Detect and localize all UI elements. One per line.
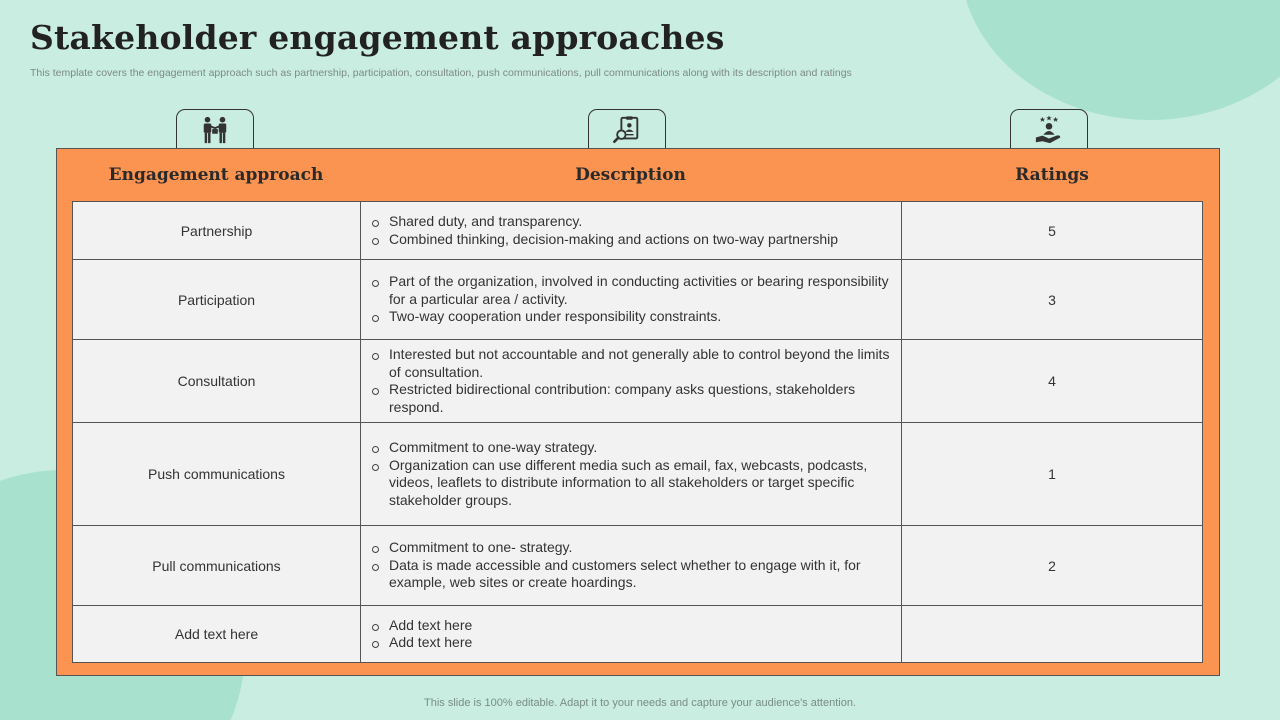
- decorative-blob-top-right: [960, 0, 1280, 120]
- approach-cell: Consultation: [73, 340, 361, 423]
- description-cell: [361, 202, 902, 260]
- approach-column-icon-tab: [176, 109, 254, 149]
- table-row: [73, 606, 1203, 663]
- rating-cell: 1: [902, 423, 1203, 526]
- rating-cell: 2: [902, 526, 1203, 606]
- slide-footer-note: This slide is 100% editable. Adapt it to your needs and capture your audience's attention.: [424, 697, 856, 709]
- handshake-deal-icon: [200, 115, 230, 145]
- slide-title: Stakeholder engagement approaches: [30, 18, 725, 57]
- description-bullet: Organization can use different media such as email, fax, webcasts, podcasts, videos, leaflets to distribute information to all stakeholders or target specific stakeholder groups.: [371, 457, 891, 510]
- description-cell: [361, 260, 902, 340]
- rating-cell: 4: [902, 340, 1203, 423]
- engagement-table: [72, 201, 1203, 663]
- slide-subtitle: This template covers the engagement approach such as partnership, participation, consultation, push communications, pull communications along with its description and ratings: [30, 67, 852, 79]
- rating-cell: [902, 606, 1203, 663]
- approach-cell: Add text here: [73, 606, 361, 663]
- description-bullet: Data is made accessible and customers select whether to engage with it, for example, web sites or create hoardings.: [371, 557, 891, 592]
- hand-user-rating-icon: [1034, 115, 1064, 145]
- document-search-icon: [612, 115, 642, 145]
- description-bullet: Interested but not accountable and not generally able to control beyond the limits of consultation.: [371, 346, 891, 381]
- approach-cell: Partnership: [73, 202, 361, 260]
- approach-cell: Push communications: [73, 423, 361, 526]
- description-bullet: Part of the organization, involved in conducting activities or bearing responsibility for a particular area / activity.: [371, 273, 891, 308]
- description-cell: [361, 526, 902, 606]
- header-ratings: Ratings: [1015, 165, 1089, 185]
- approach-cell: Pull communications: [73, 526, 361, 606]
- description-cell: [361, 340, 902, 423]
- description-bullet: Add text here: [371, 617, 891, 635]
- description-cell: [361, 606, 902, 663]
- description-column-icon-tab: [588, 109, 666, 149]
- engagement-table-panel: [56, 148, 1220, 676]
- description-bullet: Commitment to one-way strategy.: [371, 439, 891, 457]
- rating-cell: 5: [902, 202, 1203, 260]
- table-row: [73, 423, 1203, 526]
- header-engagement-approach: Engagement approach: [108, 165, 324, 185]
- table-row: [73, 260, 1203, 340]
- description-bullet: Restricted bidirectional contribution: company asks questions, stakeholders respond.: [371, 381, 891, 416]
- description-bullet: Two-way cooperation under responsibility constraints.: [371, 308, 891, 326]
- description-bullet: Add text here: [371, 634, 891, 652]
- header-description: Description: [575, 165, 686, 185]
- description-cell: [361, 423, 902, 526]
- table-row: [73, 202, 1203, 260]
- description-bullet: Combined thinking, decision-making and actions on two-way partnership: [371, 231, 891, 249]
- description-bullet: Commitment to one- strategy.: [371, 539, 891, 557]
- table-row: [73, 340, 1203, 423]
- description-bullet: Shared duty, and transparency.: [371, 213, 891, 231]
- approach-cell: Participation: [73, 260, 361, 340]
- rating-cell: 3: [902, 260, 1203, 340]
- table-header-row: [72, 149, 1203, 201]
- table-row: [73, 526, 1203, 606]
- ratings-column-icon-tab: [1010, 109, 1088, 149]
